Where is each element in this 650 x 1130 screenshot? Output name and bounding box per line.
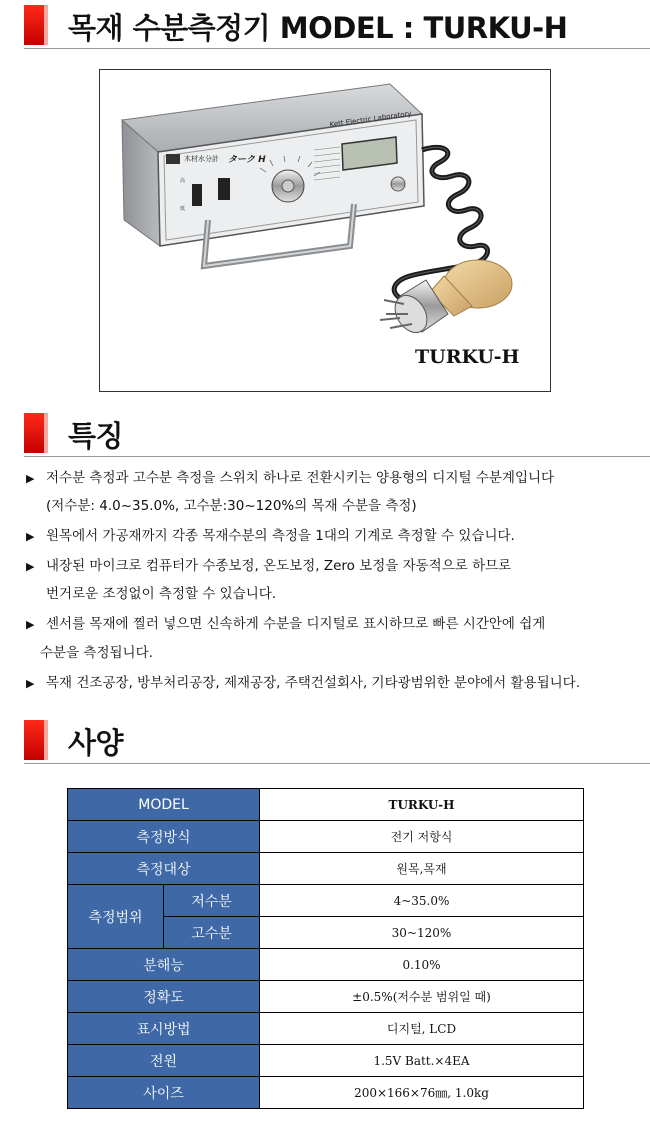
spec-value: ±0.5%(저수분 범위일 때): [260, 981, 584, 1013]
feature-text: 원목에서 가공재까지 각종 목재수분의 측정을 1대의 기계로 측정할 수 있습니다.: [46, 528, 515, 544]
spec-value: 30~120%: [260, 917, 584, 949]
spec-value: 원목,목재: [260, 853, 584, 885]
features-red-mark: [24, 413, 46, 453]
spec-row-power: [68, 1045, 584, 1077]
header-red-mark: [24, 5, 46, 45]
feature-item-3-continued: 번거로운 조정없이 측정할 수 있습니다.: [46, 586, 277, 602]
feature-item-2: [26, 526, 515, 547]
product-photo: [99, 69, 551, 392]
feature-text: 센서를 목재에 찔러 넣으면 신속하게 수분을 디지털로 표시하므로 빠른 시간안에 쉽게: [46, 616, 546, 632]
feature-item-1-continued: (저수분: 4.0~35.0%, 고수분:30~120%의 목재 수분을 측정): [46, 498, 417, 514]
specs-rule: [24, 763, 650, 764]
feature-text: 내장된 마이크로 컴퓨터가 수종보정, 온도보정, Zero 보정을 자동적으로 하므로: [46, 558, 512, 574]
spec-value: 4~35.0%: [260, 885, 584, 917]
svg-text:ターク H: ターク H: [228, 155, 266, 165]
spec-row-target: [68, 853, 584, 885]
feature-text: 저수분 측정과 고수분 측정을 스위치 하나로 전환시키는 양용형의 디지털 수분계입니다: [46, 470, 555, 486]
spec-value: 0.10%: [260, 949, 584, 981]
svg-text:高: 高: [180, 178, 186, 184]
spec-label: 측정대상: [68, 853, 260, 885]
feature-item-4-continued: 수분을 측정됩니다.: [40, 645, 153, 661]
spec-row-range-low: [68, 885, 584, 917]
product-caption: TURKU-H: [415, 346, 520, 368]
spec-label: 표시방법: [68, 1013, 260, 1045]
spec-label: MODEL: [68, 789, 260, 821]
spec-value: 전기 저항식: [260, 821, 584, 853]
spec-value: 디지털, LCD: [260, 1013, 584, 1045]
feature-item-4: [26, 614, 545, 635]
spec-sublabel: 저수분: [164, 885, 260, 917]
feature-text: 목재 건조공장, 방부처리공장, 제재공장, 주택건설회사, 기타광범위한 분야에서 활용됩니다.: [46, 675, 581, 691]
svg-text:木材水分計: 木材水分計: [184, 155, 219, 163]
spec-label-range: 측정범위: [68, 885, 164, 949]
spec-row-method: [68, 821, 584, 853]
specs-title: 사양: [68, 726, 124, 760]
spec-row-size: [68, 1077, 584, 1109]
spec-label: 측정방식: [68, 821, 260, 853]
moisture-meter-illustration: [100, 70, 550, 391]
spec-label: 정확도: [68, 981, 260, 1013]
svg-text:低: 低: [180, 206, 186, 212]
spec-value: 200×166×76㎜, 1.0kg: [260, 1077, 584, 1109]
feature-item-3: [26, 556, 511, 577]
spec-row-model: [68, 789, 584, 821]
spec-value: TURKU-H: [260, 789, 584, 821]
feature-item-5: [26, 673, 580, 694]
triangle-bullet-icon: ▶: [26, 530, 35, 543]
spec-label: 전원: [68, 1045, 260, 1077]
triangle-bullet-icon: ▶: [26, 677, 35, 690]
spec-value: 1.5V Batt.×4EA: [260, 1045, 584, 1077]
spec-row-resolution: [68, 949, 584, 981]
page-title: 목재 수분측정기 MODEL : TURKU-H: [68, 11, 568, 45]
header-rule: [24, 48, 650, 49]
triangle-bullet-icon: ▶: [26, 618, 35, 631]
svg-text:Kett Electric Laboratory: Kett Electric Laboratory: [329, 109, 413, 129]
triangle-bullet-icon: ▶: [26, 472, 35, 485]
feature-item-1: [26, 468, 554, 489]
spec-label: 사이즈: [68, 1077, 260, 1109]
spec-label: 분해능: [68, 949, 260, 981]
features-title: 특징: [68, 419, 124, 453]
spec-row-display: [68, 1013, 584, 1045]
triangle-bullet-icon: ▶: [26, 560, 35, 573]
specs-red-mark: [24, 720, 46, 760]
spec-sublabel: 고수분: [164, 917, 260, 949]
features-rule: [24, 456, 650, 457]
spec-row-accuracy: [68, 981, 584, 1013]
spec-table: [67, 788, 584, 1109]
